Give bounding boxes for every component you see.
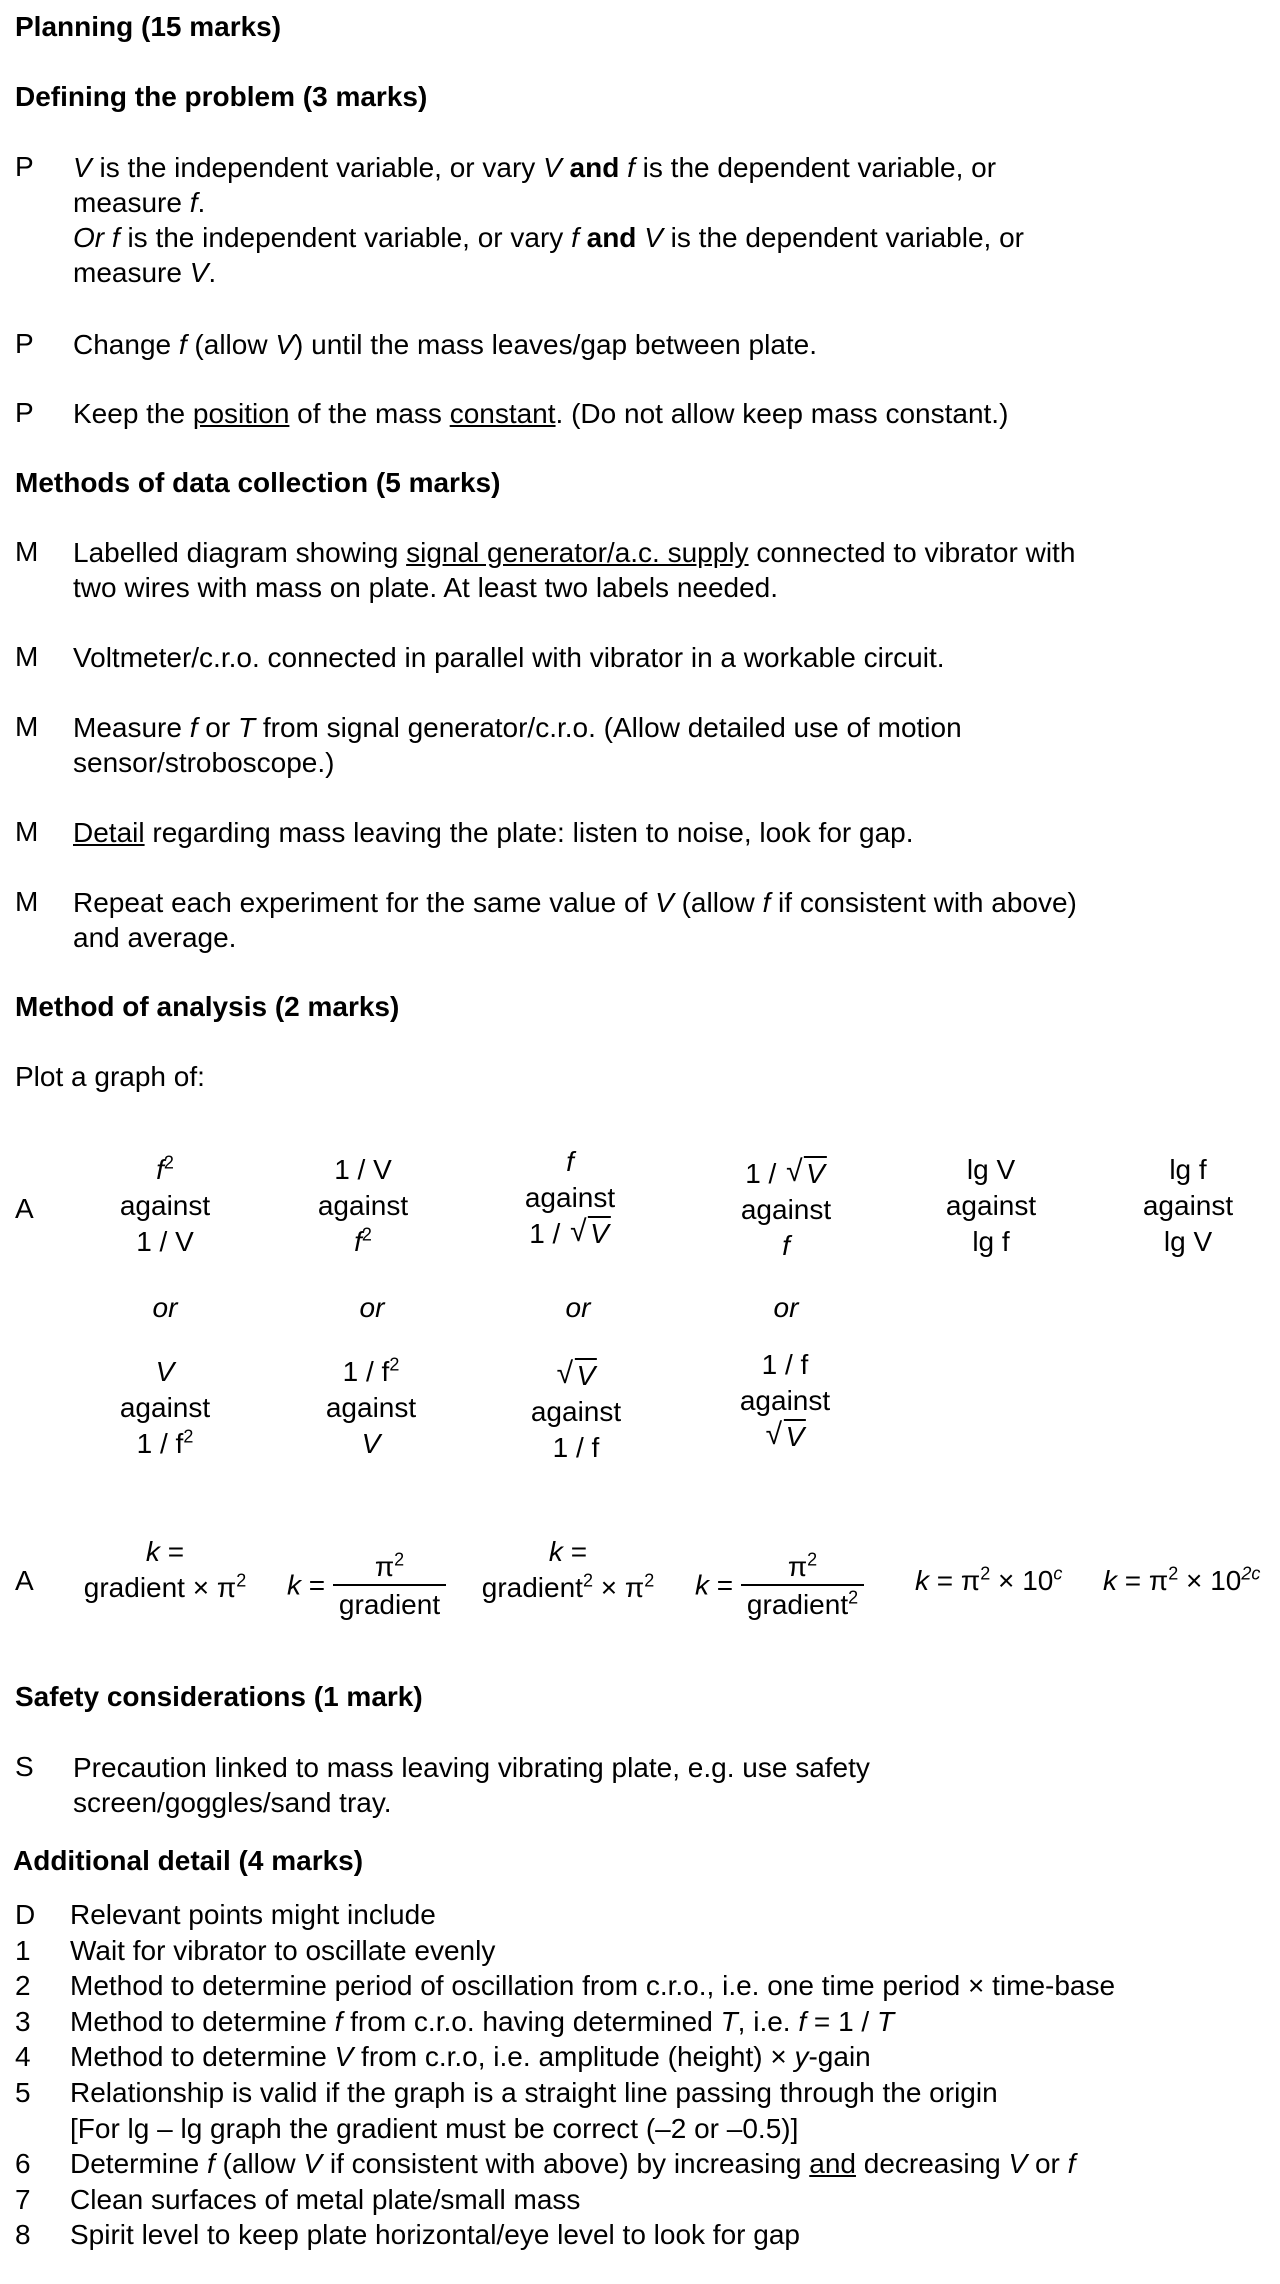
method-point-1: Labelled diagram showing signal generator/a.c. supply connected to vibrator with two wires with mass on plate. At least two labels needed.: [73, 537, 1076, 603]
method-point-4: Detail regarding mass leaving the plate: listen to noise, look for gap.: [73, 817, 914, 848]
or-label: or: [359, 1292, 385, 1323]
heading-additional: Additional detail (4 marks): [13, 1845, 364, 1876]
code-s: S: [15, 1751, 34, 1782]
list-item: 3 Method to determine f from c.r.o. having determined T, i.e. f = 1 / T: [15, 2005, 895, 2037]
or-label: or: [565, 1292, 591, 1323]
graph-option-2-alt: $1 / f^2$ against V: [325, 1354, 417, 1459]
method-point-2: Voltmeter/c.r.o. connected in parallel with vibrator in a workable circuit.: [73, 642, 945, 673]
code-p: P: [15, 397, 34, 428]
k-expression-4: k = $\frac{\pi^2}{gradient^2}$: [695, 1550, 864, 1624]
plot-instruction: Plot a graph of:: [15, 1061, 205, 1092]
graph-option-1-alt: V against $1 / f^2$: [119, 1356, 211, 1459]
code-m: M: [15, 711, 39, 742]
graph-option-5: lg V against lg f: [945, 1154, 1037, 1257]
code-m: M: [15, 641, 39, 672]
k-expression-3: k = gradient$^2$ × $\pi^2$: [481, 1536, 655, 1603]
k-expression-6: $k = \pi^2 \times 10^{2c}$: [1103, 1563, 1261, 1596]
code-m: M: [15, 536, 39, 567]
code-p: P: [15, 328, 34, 359]
list-item: 8 Spirit level to keep plate horizontal/eye level to look for gap: [15, 2219, 800, 2251]
code-a: A: [15, 1565, 34, 1596]
code-m: M: [15, 886, 39, 917]
k-expression-5: $k = \pi^2 \times 10^c$: [915, 1563, 1063, 1596]
method-point-5: Repeat each experiment for the same value of V (allow f if consistent with above) and average.: [73, 887, 1077, 953]
list-item: 6 Determine f (allow V if consistent with above) by increasing and decreasing V or f: [15, 2148, 1076, 2180]
safety-point: Precaution linked to mass leaving vibrating plate, e.g. use safety screen/goggles/sand tray.: [73, 1752, 870, 1818]
graph-option-3: f against 1 / √ V: [525, 1144, 615, 1252]
k-expression-2: k = $\frac{\pi^2}{\text{gradient}}$: [287, 1550, 446, 1624]
method-point-3: Measure f or T from signal generator/c.r.o. (Allow detailed use of motion sensor/stroboscope.): [73, 712, 962, 778]
defining-point-1: V is the independent variable, or vary V and f is the dependent variable, or measure f. Or f is the independent variable, or vary f and V is the dependent variable, or measure V.: [73, 152, 1025, 288]
heading-defining-problem: Defining the problem (3 marks): [15, 81, 428, 112]
graph-option-4-alt: 1 / f against √ V: [740, 1347, 830, 1455]
list-item: D Relevant points might include: [15, 1899, 436, 1930]
list-item: 5 Relationship is valid if the graph is a straight line passing through the origin [For lg – lg graph the gradient must be correct (–2 or –0.5)]: [15, 2076, 998, 2144]
heading-analysis: Method of analysis (2 marks): [15, 991, 400, 1022]
list-item: 2 Method to determine period of oscillation from c.r.o., i.e. one time period × time-base: [15, 1970, 1116, 2002]
graph-option-3-alt: √ V against 1 / f: [531, 1358, 621, 1466]
heading-methods: Methods of data collection (5 marks): [15, 467, 501, 498]
graph-option-2: 1 / V against $f^2$: [317, 1154, 409, 1257]
code-a: A: [15, 1193, 34, 1224]
or-label: or: [773, 1292, 799, 1323]
or-label: or: [152, 1292, 178, 1323]
list-item: 4 Method to determine V from c.r.o, i.e. amplitude (height) × y-gain: [15, 2041, 871, 2073]
graph-option-6: lg f against lg V: [1142, 1154, 1234, 1257]
graph-option-4: 1 / √ V against f: [741, 1156, 831, 1264]
k-expression-1: k = gradient × $\pi^2$: [83, 1536, 247, 1603]
code-m: M: [15, 816, 39, 847]
list-item: 1 Wait for vibrator to oscillate evenly: [15, 1934, 496, 1966]
graph-option-1: $f^2$ against 1 / V: [119, 1152, 211, 1257]
code-p: P: [15, 151, 34, 182]
defining-point-2: Change f (allow V) until the mass leaves/gap between plate.: [73, 329, 818, 360]
defining-point-3: Keep the position of the mass constant. (Do not allow keep mass constant.): [73, 398, 1009, 429]
list-item: 7 Clean surfaces of metal plate/small mass: [15, 2183, 581, 2215]
additional-detail-list: [15, 1897, 1265, 2253]
heading-planning: Planning (15 marks): [15, 11, 282, 42]
heading-safety: Safety considerations (1 mark): [15, 1681, 423, 1712]
